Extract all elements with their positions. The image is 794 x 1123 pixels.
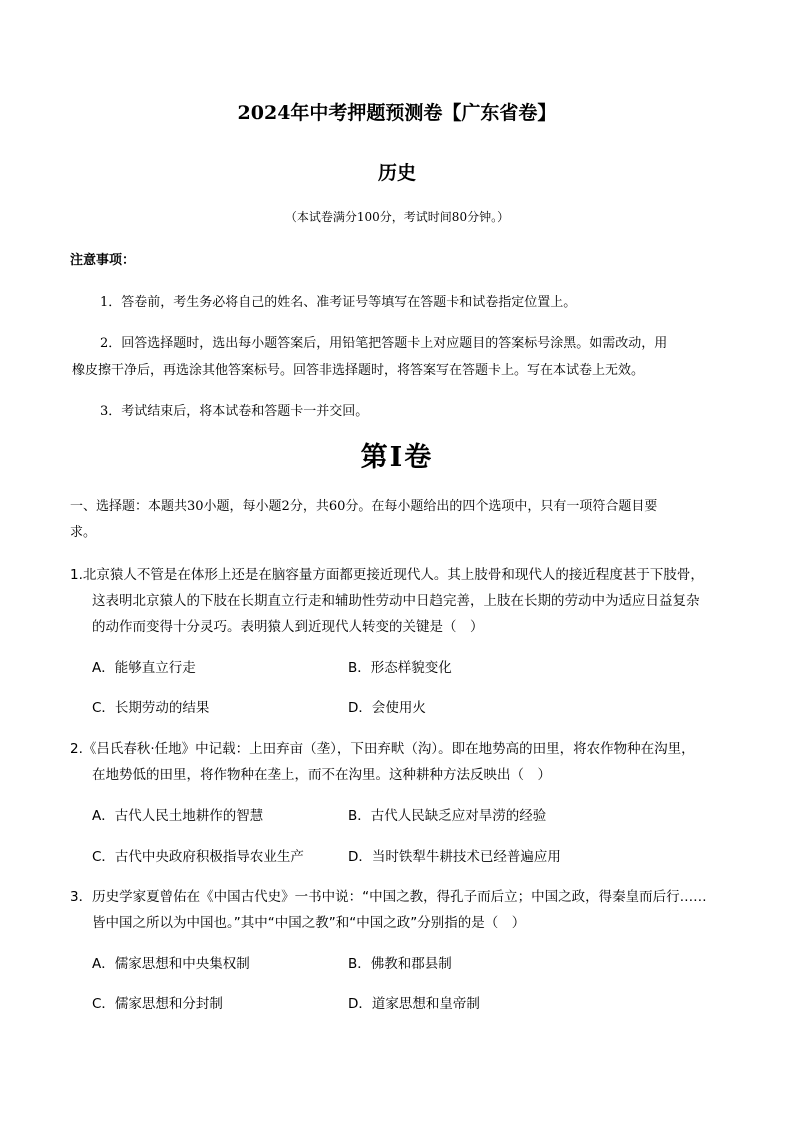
question-3-option-c: C．儒家思想和分封制 (92, 996, 223, 1012)
notice-item-3: 3．考试结束后，将本试卷和答题卡一并交回。 (100, 404, 369, 419)
notice-item-2: 2．回答选择题时，选出每小题答案后，用铅笔把答题卡上对应题目的答案标号涂黑。如需改动，用 (100, 336, 668, 351)
question-1-text-cont: 这表明北京猿人的下肢在长期直立行走和辅助性劳动中日趋完善，上肢在长期的劳动中为适应日益复杂 (92, 593, 700, 609)
question-3-option-b: B．佛教和郡县制 (348, 956, 452, 972)
question-3-option-d: D．道家思想和皇帝制 (348, 996, 480, 1012)
exam-title: 2024年中考押题预测卷【广东省卷】 (237, 102, 557, 124)
question-1-text-cont: 的动作而变得十分灵巧。表明猿人到近现代人转变的关键是（ ） (92, 619, 484, 635)
question-1-option-b: B．形态样貌变化 (348, 660, 452, 676)
part-instructions: 一、选择题：本题共30小题，每小题2分，共60分。在每小题给出的四个选项中，只有一项符合题目要 (70, 499, 658, 514)
question-2-option-d: D．当时铁犁牛耕技术已经普遍应用 (348, 849, 561, 865)
question-2-text: 2.《吕氏春秋·任地》中记载：上田弃亩（垄），下田弃畎（沟）。即在地势高的田里，将农作物种在沟里， (70, 741, 695, 757)
notice-item-1: 1．答卷前，考生务必将自己的姓名、准考证号等填写在答题卡和试卷指定位置上。 (100, 295, 577, 310)
part-instructions-cont: 求。 (70, 525, 97, 540)
subject-title: 历史 (377, 162, 416, 184)
question-1-option-a: A．能够直立行走 (92, 660, 196, 676)
question-2-option-c: C．古代中央政府积极指导农业生产 (92, 849, 304, 865)
notice-heading: 注意事项： (70, 253, 136, 268)
question-2-option-b: B．古代人民缺乏应对旱涝的经验 (348, 808, 547, 824)
question-2-text-cont: 在地势低的田里，将作物种在垄上，而不在沟里。这种耕种方法反映出（ ） (92, 767, 551, 783)
question-3-option-a: A．儒家思想和中央集权制 (92, 956, 250, 972)
question-3-text-cont: 皆中国之所以为中国也。”其中“中国之教”和“中国之政”分别指的是（ ） (92, 915, 526, 931)
question-3-text: 3．历史学家夏曾佑在《中国古代史》一书中说：“中国之教，得孔子而后立；中国之政，得秦皇而后行…… (70, 889, 707, 905)
question-1-text: 1.北京猿人不管是在体形上还是在脑容量方面都更接近现代人。其上肢骨和现代人的接近程度甚于下肢骨， (70, 567, 704, 583)
question-1-option-c: C．长期劳动的结果 (92, 700, 210, 716)
exam-info: （本试卷满分100分，考试时间80分钟。） (284, 210, 510, 224)
question-1-option-d: D．会使用火 (348, 700, 426, 716)
notice-item-2-cont: 橡皮擦干净后，再选涂其他答案标号。回答非选择题时，将答案写在答题卡上。写在本试卷上无效。 (72, 363, 645, 378)
section-title: 第I卷 (360, 442, 434, 473)
question-2-option-a: A．古代人民土地耕作的智慧 (92, 808, 264, 824)
